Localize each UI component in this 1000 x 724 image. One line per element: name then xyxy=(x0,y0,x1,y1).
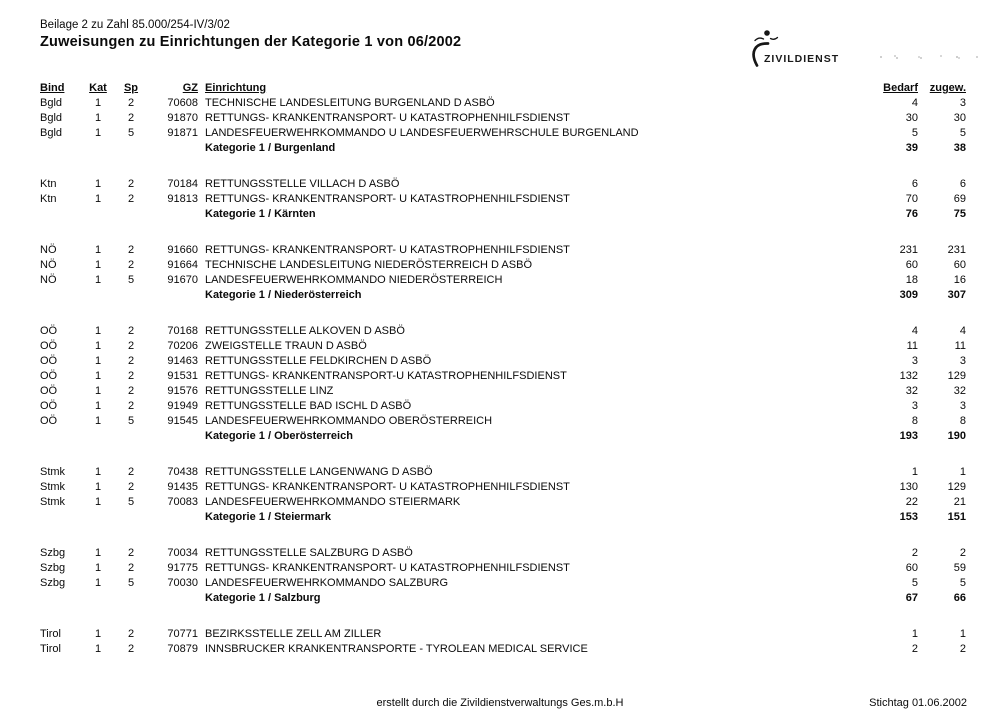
cell-kat: 1 xyxy=(94,340,102,352)
cell-bedarf: 60 xyxy=(905,562,918,574)
cell-einrichtung: RETTUNGSSTELLE BAD ISCHL D ASBÖ xyxy=(205,400,412,412)
cell-bind: OÖ xyxy=(40,370,58,382)
cell-zugew: 60 xyxy=(953,259,966,271)
cell-gz: 91949 xyxy=(167,400,198,412)
cell-sp: 2 xyxy=(127,97,135,109)
cell-gz: 91463 xyxy=(167,355,198,367)
cell-bedarf: 4 xyxy=(911,97,918,109)
table-row xyxy=(0,400,1000,415)
footer-created-by: erstellt durch die Zivildienstverwaltungs Ges.m.b.H xyxy=(376,697,624,709)
logo-wordmark: ZIVILDIENST xyxy=(764,53,840,65)
footer-stichtag: Stichtag 01.06.2002 xyxy=(869,697,967,709)
cell-kat: 1 xyxy=(94,355,102,367)
cell-bind: Bgld xyxy=(40,127,63,139)
cell-kat: 1 xyxy=(94,325,102,337)
cell-bind: NÖ xyxy=(40,274,57,286)
table-row xyxy=(0,370,1000,385)
cell-kat: 1 xyxy=(94,628,102,640)
table-row xyxy=(0,643,1000,658)
cell-gz: 91545 xyxy=(167,415,198,427)
cell-gz: 91670 xyxy=(167,274,198,286)
cell-einrichtung: RETTUNGS- KRANKENTRANSPORT- U KATASTROPHENHILFSDIENST xyxy=(205,112,570,124)
cell-zugew: 1 xyxy=(959,466,966,478)
cell-bedarf: 231 xyxy=(899,244,918,256)
cell-kat: 1 xyxy=(94,112,102,124)
cell-zugew: 32 xyxy=(953,385,966,397)
table-row xyxy=(0,496,1000,511)
table-row xyxy=(0,562,1000,577)
table-row xyxy=(0,415,1000,430)
cell-bind: Stmk xyxy=(40,496,66,508)
cell-zugew: 2 xyxy=(959,547,966,559)
cell-einrichtung: LANDESFEUERWEHRKOMMANDO NIEDERÖSTERREICH xyxy=(205,274,503,286)
table-header-row xyxy=(0,82,1000,97)
cell-kat: 1 xyxy=(94,481,102,493)
cell-gz: 70034 xyxy=(167,547,198,559)
cell-kat: 1 xyxy=(94,415,102,427)
cell-bedarf: 60 xyxy=(905,259,918,271)
cell-bedarf: 3 xyxy=(911,400,918,412)
cell-kat: 1 xyxy=(94,562,102,574)
cell-bedarf: 6 xyxy=(911,178,918,190)
cell-zugew: 11 xyxy=(954,340,966,352)
cell-gz: 70083 xyxy=(167,496,198,508)
table-row xyxy=(0,193,1000,208)
cell-zugew: 3 xyxy=(959,97,966,109)
total-label: Kategorie 1 / Kärnten xyxy=(205,208,316,220)
table-row xyxy=(0,274,1000,289)
table-row xyxy=(0,112,1000,127)
cell-sp: 2 xyxy=(127,340,135,352)
cell-sp: 2 xyxy=(127,385,135,397)
cell-zugew: 59 xyxy=(953,562,966,574)
cell-sp: 2 xyxy=(127,178,135,190)
cell-einrichtung: RETTUNGSSTELLE LINZ xyxy=(205,385,334,397)
cell-bind: OÖ xyxy=(40,325,58,337)
cell-kat: 1 xyxy=(94,400,102,412)
group-total-row xyxy=(0,511,1000,526)
cell-zugew: 21 xyxy=(953,496,966,508)
cell-bind: Tirol xyxy=(40,643,61,655)
group-total-row xyxy=(0,430,1000,445)
region-group-tirol xyxy=(0,628,1000,658)
group-total-row xyxy=(0,289,1000,304)
cell-bind: Ktn xyxy=(40,178,57,190)
page-title: Zuweisungen zu Einrichtungen der Kategorie 1 von 06/2002 xyxy=(40,34,462,50)
cell-zugew: 4 xyxy=(959,325,966,337)
total-label: Kategorie 1 / Steiermark xyxy=(205,511,331,523)
cell-bind: Stmk xyxy=(40,466,66,478)
cell-gz: 70030 xyxy=(167,577,198,589)
cell-kat: 1 xyxy=(94,547,102,559)
cell-zugew: 3 xyxy=(959,355,966,367)
table-row xyxy=(0,340,1000,355)
cell-bind: OÖ xyxy=(40,355,58,367)
cell-sp: 5 xyxy=(127,127,135,139)
cell-gz: 91664 xyxy=(167,259,198,271)
cell-einrichtung: TECHNISCHE LANDESLEITUNG BURGENLAND D ASBÖ xyxy=(205,97,495,109)
cell-bedarf: 30 xyxy=(905,112,918,124)
cell-gz: 91531 xyxy=(167,370,198,382)
cell-bind: Szbg xyxy=(40,577,66,589)
cell-gz: 91435 xyxy=(167,481,198,493)
cell-bedarf: 5 xyxy=(911,577,918,589)
cell-einrichtung: LANDESFEUERWEHRKOMMANDO OBERÖSTERREICH xyxy=(205,415,493,427)
cell-kat: 1 xyxy=(94,385,102,397)
cell-sp: 5 xyxy=(127,496,135,508)
group-total-row xyxy=(0,208,1000,223)
cell-bedarf: 130 xyxy=(899,481,918,493)
total-label: Kategorie 1 / Burgenland xyxy=(205,142,336,154)
cell-einrichtung: RETTUNGSSTELLE ALKOVEN D ASBÖ xyxy=(205,325,405,337)
cell-einrichtung: RETTUNGS- KRANKENTRANSPORT- U KATASTROPHENHILFSDIENST xyxy=(205,562,570,574)
cell-gz: 70184 xyxy=(167,178,198,190)
region-group-burgenland xyxy=(0,97,1000,157)
column-header-bind: Bind xyxy=(40,82,65,94)
table-row xyxy=(0,547,1000,562)
cell-einrichtung: RETTUNGSSTELLE LANGENWANG D ASBÖ xyxy=(205,466,433,478)
column-header-sp: Sp xyxy=(123,82,139,94)
cell-einrichtung: LANDESFEUERWEHRKOMMANDO STEIERMARK xyxy=(205,496,461,508)
cell-kat: 1 xyxy=(94,370,102,382)
total-cell-bedarf: 309 xyxy=(899,289,918,301)
table-row xyxy=(0,97,1000,112)
cell-sp: 2 xyxy=(127,370,135,382)
total-label: Kategorie 1 / Salzburg xyxy=(205,592,321,604)
table-row xyxy=(0,178,1000,193)
total-cell-zugew: 307 xyxy=(947,289,966,301)
cell-gz: 91576 xyxy=(167,385,198,397)
cell-einrichtung: RETTUNGS- KRANKENTRANSPORT- U KATASTROPHENHILFSDIENST xyxy=(205,244,570,256)
cell-kat: 1 xyxy=(94,274,102,286)
cell-sp: 5 xyxy=(127,415,135,427)
cell-sp: 5 xyxy=(127,274,135,286)
table-row xyxy=(0,355,1000,370)
cell-kat: 1 xyxy=(94,244,102,256)
cell-bind: Stmk xyxy=(40,481,66,493)
table-row xyxy=(0,127,1000,142)
cell-zugew: 5 xyxy=(959,577,966,589)
cell-einrichtung: RETTUNGSSTELLE VILLACH D ASBÖ xyxy=(205,178,400,190)
cell-zugew: 3 xyxy=(959,400,966,412)
cell-einrichtung: BEZIRKSSTELLE ZELL AM ZILLER xyxy=(205,628,382,640)
cell-sp: 2 xyxy=(127,481,135,493)
cell-sp: 2 xyxy=(127,193,135,205)
group-total-row xyxy=(0,592,1000,607)
cell-kat: 1 xyxy=(94,193,102,205)
total-cell-bedarf: 76 xyxy=(905,208,918,220)
cell-bedarf: 2 xyxy=(911,643,918,655)
cell-einrichtung: RETTUNGSSTELLE FELDKIRCHEN D ASBÖ xyxy=(205,355,432,367)
cell-bedarf: 1 xyxy=(911,628,918,640)
cell-sp: 2 xyxy=(127,400,135,412)
cell-bind: Szbg xyxy=(40,547,66,559)
cell-bedarf: 8 xyxy=(911,415,918,427)
cell-gz: 91871 xyxy=(167,127,198,139)
region-group-niederoesterreich xyxy=(0,244,1000,304)
cell-zugew: 30 xyxy=(953,112,966,124)
cell-bind: Tirol xyxy=(40,628,61,640)
table-row xyxy=(0,628,1000,643)
cell-einrichtung: LANDESFEUERWEHRKOMMANDO U LANDESFEUERWEHRSCHULE BURGENLAND xyxy=(205,127,639,139)
cell-bedarf: 11 xyxy=(906,340,918,352)
cell-kat: 1 xyxy=(94,178,102,190)
table-row xyxy=(0,466,1000,481)
cell-sp: 2 xyxy=(127,355,135,367)
cell-bedarf: 5 xyxy=(911,127,918,139)
cell-gz: 70771 xyxy=(167,628,198,640)
total-cell-zugew: 151 xyxy=(947,511,966,523)
cell-bedarf: 22 xyxy=(905,496,918,508)
cell-bedarf: 4 xyxy=(911,325,918,337)
table-row xyxy=(0,259,1000,274)
cell-zugew: 8 xyxy=(959,415,966,427)
cell-gz: 91775 xyxy=(167,562,198,574)
cell-gz: 70206 xyxy=(167,340,198,352)
cell-kat: 1 xyxy=(94,466,102,478)
cell-zugew: 231 xyxy=(947,244,966,256)
cell-kat: 1 xyxy=(94,259,102,271)
cell-bind: NÖ xyxy=(40,244,57,256)
table-body xyxy=(0,97,1000,679)
table-row xyxy=(0,325,1000,340)
column-header-zugew: zugew. xyxy=(929,82,966,94)
table-row xyxy=(0,481,1000,496)
cell-bedarf: 1 xyxy=(911,466,918,478)
total-cell-zugew: 38 xyxy=(953,142,966,154)
cell-sp: 2 xyxy=(127,112,135,124)
cell-gz: 91813 xyxy=(167,193,198,205)
cell-bind: Szbg xyxy=(40,562,66,574)
beilage-reference: Beilage 2 zu Zahl 85.000/254-IV/3/02 xyxy=(40,19,230,31)
total-label: Kategorie 1 / Oberösterreich xyxy=(205,430,353,442)
zivildienst-logo xyxy=(746,26,986,68)
total-cell-bedarf: 39 xyxy=(905,142,918,154)
cell-gz: 70438 xyxy=(167,466,198,478)
column-header-kat: Kat xyxy=(89,82,107,94)
column-header-gz: GZ xyxy=(182,82,198,94)
cell-zugew: 129 xyxy=(947,370,966,382)
cell-bedarf: 32 xyxy=(905,385,918,397)
cell-sp: 2 xyxy=(127,547,135,559)
cell-zugew: 5 xyxy=(959,127,966,139)
cell-gz: 70168 xyxy=(167,325,198,337)
cell-kat: 1 xyxy=(94,643,102,655)
cell-einrichtung: RETTUNGS- KRANKENTRANSPORT- U KATASTROPHENHILFSDIENST xyxy=(205,481,570,493)
cell-sp: 2 xyxy=(127,466,135,478)
cell-bind: OÖ xyxy=(40,340,58,352)
cell-einrichtung: INNSBRUCKER KRANKENTRANSPORTE - TYROLEAN MEDICAL SERVICE xyxy=(205,643,588,655)
table-row xyxy=(0,244,1000,259)
total-cell-zugew: 190 xyxy=(947,430,966,442)
region-group-steiermark xyxy=(0,466,1000,526)
cell-gz: 91870 xyxy=(167,112,198,124)
cell-kat: 1 xyxy=(94,496,102,508)
cell-gz: 91660 xyxy=(167,244,198,256)
total-cell-zugew: 75 xyxy=(953,208,966,220)
column-header-bedarf: Bedarf xyxy=(883,82,918,94)
cell-bind: OÖ xyxy=(40,385,58,397)
cell-einrichtung: RETTUNGS- KRANKENTRANSPORT-U KATASTROPHENHILFSDIENST xyxy=(205,370,567,382)
cell-einrichtung: ZWEIGSTELLE TRAUN D ASBÖ xyxy=(205,340,367,352)
cell-bedarf: 2 xyxy=(911,547,918,559)
total-cell-bedarf: 193 xyxy=(899,430,918,442)
cell-kat: 1 xyxy=(94,97,102,109)
total-cell-bedarf: 153 xyxy=(899,511,918,523)
cell-gz: 70879 xyxy=(167,643,198,655)
cell-kat: 1 xyxy=(94,577,102,589)
column-header-einrichtung: Einrichtung xyxy=(205,82,267,94)
total-cell-bedarf: 67 xyxy=(905,592,918,604)
cell-bedarf: 132 xyxy=(899,370,918,382)
cell-kat: 1 xyxy=(94,127,102,139)
cell-bind: Bgld xyxy=(40,112,63,124)
cell-sp: 2 xyxy=(127,244,135,256)
cell-einrichtung: LANDESFEUERWEHRKOMMANDO SALZBURG xyxy=(205,577,449,589)
faint-print-marks xyxy=(880,56,882,58)
total-cell-zugew: 66 xyxy=(953,592,966,604)
cell-sp: 2 xyxy=(127,259,135,271)
cell-zugew: 2 xyxy=(959,643,966,655)
cell-gz: 70608 xyxy=(167,97,198,109)
cell-einrichtung: TECHNISCHE LANDESLEITUNG NIEDERÖSTERREICH D ASBÖ xyxy=(205,259,533,271)
region-group-salzburg xyxy=(0,547,1000,607)
region-group-kaernten xyxy=(0,178,1000,223)
cell-bedarf: 3 xyxy=(911,355,918,367)
cell-zugew: 1 xyxy=(959,628,966,640)
cell-zugew: 16 xyxy=(953,274,966,286)
cell-bedarf: 18 xyxy=(905,274,918,286)
region-group-oberoesterreich xyxy=(0,325,1000,445)
cell-bind: NÖ xyxy=(40,259,57,271)
cell-sp: 5 xyxy=(127,577,135,589)
cell-einrichtung: RETTUNGSSTELLE SALZBURG D ASBÖ xyxy=(205,547,413,559)
cell-zugew: 6 xyxy=(959,178,966,190)
group-total-row xyxy=(0,142,1000,157)
table-row xyxy=(0,385,1000,400)
cell-einrichtung: RETTUNGS- KRANKENTRANSPORT- U KATASTROPHENHILFSDIENST xyxy=(205,193,570,205)
cell-sp: 2 xyxy=(127,325,135,337)
cell-bind: Bgld xyxy=(40,97,63,109)
cell-bind: OÖ xyxy=(40,400,58,412)
cell-zugew: 129 xyxy=(947,481,966,493)
cell-bind: OÖ xyxy=(40,415,58,427)
cell-sp: 2 xyxy=(127,643,135,655)
table-row xyxy=(0,577,1000,592)
cell-bedarf: 70 xyxy=(905,193,918,205)
total-label: Kategorie 1 / Niederösterreich xyxy=(205,289,362,301)
cell-sp: 2 xyxy=(127,562,135,574)
cell-bind: Ktn xyxy=(40,193,57,205)
cell-sp: 2 xyxy=(127,628,135,640)
cell-zugew: 69 xyxy=(953,193,966,205)
